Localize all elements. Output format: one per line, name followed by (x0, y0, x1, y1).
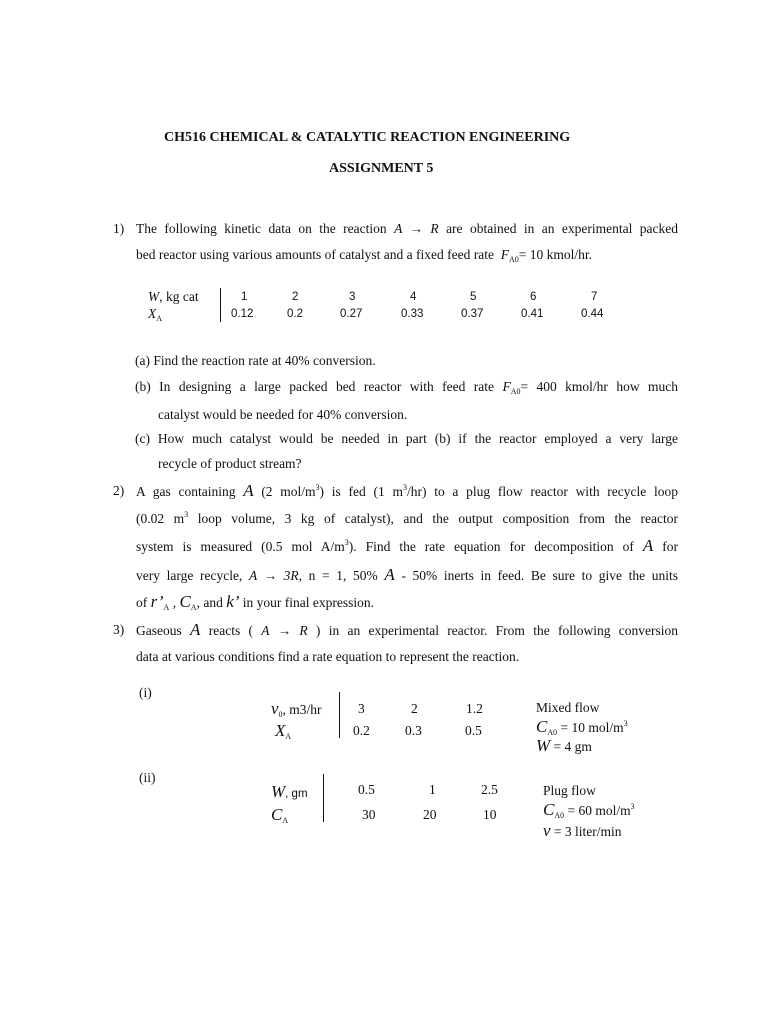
q3-ii-c-2: 20 (423, 807, 437, 822)
q3-line1: Gaseous A reacts ( A → R ) in an experimental reactor. From the following conversion (136, 620, 679, 639)
q1-w-4: 4 (410, 291, 417, 303)
q1-w-6: 6 (530, 291, 537, 303)
q1-reaction: A → R (394, 221, 439, 236)
q2-line3: system is measured (0.5 mol $A/m^3$). Find the rate equation for decomposition of A for (136, 536, 679, 555)
q3-i-cond-ca0: $C_{A0} = 10$ mol/$m^3$ (536, 717, 628, 737)
q1-x-7: 0.44 (581, 308, 604, 320)
q1-w-7: 7 (591, 291, 598, 303)
q3-i-cond-w: W = 4 gm (536, 736, 592, 755)
q1-table-w-label: W, kg cat (148, 289, 199, 304)
q3-ii-c-1: 30 (362, 807, 376, 822)
q3-i-x-label: $X_A$ (275, 721, 292, 741)
q1-x-2: 0.2 (287, 308, 303, 320)
q2-line1: A gas containing A (2 mol/$m^3$) is fed (1 $m^3/hr$) to a plug flow reactor with recycle loop (136, 481, 678, 500)
q3-ii-cond-ca0: $C_{A0} = 60$ mol/$m^3$ (543, 800, 635, 820)
q1-part-b-line1: (b) In designing a large packed bed reactor with feed rate $F_{A0}= 400$ kmol/hr how much (135, 379, 679, 396)
assignment-title: ASSIGNMENT 5 (329, 161, 434, 176)
q1-w-5: 5 (470, 291, 477, 303)
q3-ii-w-2: 1 (429, 782, 436, 797)
q3-ii-w-label: W, gm (271, 782, 308, 801)
q3-ii-w-3: 2.5 (481, 782, 498, 797)
q1-x-4: 0.33 (401, 308, 424, 320)
q1-x-6: 0.41 (521, 308, 544, 320)
q3-part-i-label: (i) (139, 685, 152, 700)
q1-w-1: 1 (241, 291, 248, 303)
q1-table-divider (220, 288, 221, 322)
q3-ii-w-1: 0.5 (358, 782, 375, 797)
q2-line5: of $r’_A$ , $C_A$, and k’ in your final expression. (136, 592, 375, 612)
q1-part-c-line2: recycle of product stream? (158, 456, 302, 471)
q3-i-v-1: 3 (358, 701, 365, 716)
q3-ii-cond-v: v = 3 liter/min (543, 821, 622, 840)
q1-x-3: 0.27 (340, 308, 363, 320)
q1-x-5: 0.37 (461, 308, 484, 320)
q3-part-ii-label: (ii) (139, 770, 156, 785)
q1-number: 1) (113, 221, 125, 236)
course-title: CH516 CHEMICAL & CATALYTIC REACTION ENGINEERING (164, 130, 571, 145)
q1-x-1: 0.12 (231, 308, 254, 320)
q3-i-divider (339, 692, 340, 738)
q2-line4: very large recycle, A → 3R, n = 1, 50% A - 50% inerts in feed. Be sure to give the units (136, 565, 678, 584)
q3-i-cond-flow: Mixed flow (536, 700, 600, 715)
q1-line1: The following kinetic data on the reaction A → R are obtained in an experimental packed (136, 221, 679, 236)
q3-line2: data at various conditions find a rate equation to represent the reaction. (136, 649, 520, 664)
q3-i-x-2: 0.3 (405, 723, 422, 738)
q3-ii-c-3: 10 (483, 807, 497, 822)
q1-line2: bed reactor using various amounts of catalyst and a fixed feed rate $F_{A0}= 10$ kmol/hr. (136, 247, 593, 264)
q1-part-b-line2: catalyst would be needed for 40% conversion. (158, 407, 408, 422)
q1-part-a: (a) Find the reaction rate at 40% conversion. (135, 353, 376, 368)
q1-table-x-label: $X_A$ (148, 306, 163, 323)
q2-number: 2) (113, 483, 125, 498)
q3-i-v-label: $v_0$, m3/hr (271, 699, 322, 719)
q1-part-c-line1: (c) How much catalyst would be needed in part (b) if the reactor employed a very large (135, 431, 678, 446)
q3-i-v-2: 2 (411, 701, 418, 716)
q3-number: 3) (113, 622, 125, 637)
q3-i-v-3: 1.2 (466, 701, 483, 716)
q3-ii-divider (323, 774, 324, 822)
q3-i-x-1: 0.2 (353, 723, 370, 738)
q3-ii-cond-flow: Plug flow (543, 783, 596, 798)
q1-w-2: 2 (292, 291, 299, 303)
q3-i-x-3: 0.5 (465, 723, 482, 738)
q3-ii-c-label: $C_A$ (271, 805, 289, 825)
q2-line2: (0.02 $m^3$ loop volume, 3 kg of catalyst), and the output composition from the reactor (136, 510, 679, 526)
q1-w-3: 3 (349, 291, 356, 303)
